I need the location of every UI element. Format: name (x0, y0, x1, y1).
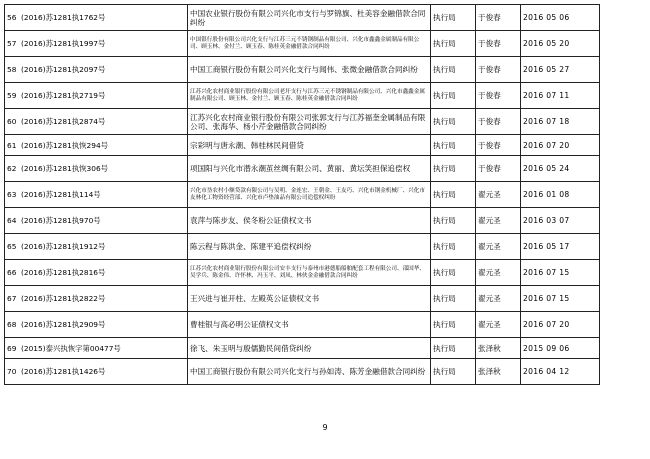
filing-date: 2016 07 11 (521, 83, 600, 109)
case-cause: 江苏兴化农村商业银行股份有限公司老圩支行与江苏三元不锈钢制品有限公司、兴化市鑫鑫金属制品有限公司、顾玉林、金付兰、顾玉春、陈桂英金融借款合同纠纷 (188, 83, 431, 109)
case-cell (5, 260, 188, 286)
case-cell (5, 83, 188, 109)
row-number: 61 (7, 140, 17, 150)
case-cause: 徐飞、朱玉明与殷儒勤民间借贷纠纷 (188, 338, 431, 359)
row-number: 69 (7, 343, 17, 353)
row-number: 68 (7, 320, 17, 329)
department: 执行局 (431, 359, 476, 385)
case-cause: 江苏兴化农村商业银行股份有限公司安丰支行与泰州市港德船船舶配套工程有限公司、邵国华、吴学兵、陈金伟、许怀林、冯玉平、刘凤、林伙金金融借款合同纠纷 (188, 260, 431, 286)
table-row (5, 31, 600, 57)
judge-name: 翟元圣 (476, 286, 521, 312)
department: 执行局 (431, 109, 476, 135)
filing-date: 2016 07 15 (521, 260, 600, 286)
table-row (5, 135, 600, 156)
table-row (5, 109, 600, 135)
case-cell (5, 57, 188, 83)
case-cell (5, 286, 188, 312)
row-number: 58 (7, 65, 17, 74)
table-row (5, 83, 600, 109)
judge-name: 于俊春 (476, 109, 521, 135)
case-number: (2016)苏1281执2816号 (21, 268, 106, 277)
table-row (5, 338, 600, 359)
case-cell (5, 359, 188, 385)
department: 执行局 (431, 208, 476, 234)
case-number: (2015)泰兴执恢字第00477号 (21, 343, 121, 353)
department: 执行局 (431, 83, 476, 109)
case-cause: 项国阳与兴化市潜永潮茧丝绸有限公司、黄丽、黄坛笑担保追偿权 (188, 156, 431, 182)
case-cause: 兴化市垦农村小额贷款有限公司与吴明、金连宏、王朝金、王友巧、兴化市钢金机械厂、兴化市友林化工物资经营部、兴化市卢垫油品有限公司追偿权纠纷 (188, 182, 431, 208)
department: 执行局 (431, 234, 476, 260)
row-number: 66 (7, 268, 17, 277)
case-list-table (4, 4, 600, 385)
case-number: (2016)苏1281执1912号 (21, 242, 106, 251)
case-cause: 江苏兴化农村商业银行股份有限公司张郭支行与江苏福奎金属制品有限公司、张海华、杨小芹金融借款合同纠纷 (188, 109, 431, 135)
table-row (5, 5, 600, 31)
case-cause: 袁萍与陈步友、侯冬粉公证债权文书 (188, 208, 431, 234)
table-row (5, 286, 600, 312)
table-row (5, 208, 600, 234)
judge-name: 翟元圣 (476, 234, 521, 260)
case-number: (2016)苏1281执恢294号 (21, 140, 109, 150)
case-list-body (5, 5, 600, 385)
row-number: 59 (7, 91, 17, 100)
judge-name: 张泽秋 (476, 338, 521, 359)
case-cause: 中国工商银行股份有限公司兴化支行与闻伟、张微金融借款合同纠纷 (188, 57, 431, 83)
judge-name: 于俊春 (476, 156, 521, 182)
filing-date: 2016 04 12 (521, 359, 600, 385)
case-cause: 中国农业银行股份有限公司兴化市支行与罗锦旗、杜美容金融借款合同纠纷 (188, 5, 431, 31)
department: 执行局 (431, 338, 476, 359)
department: 执行局 (431, 182, 476, 208)
case-number: (2016)苏1281执970号 (21, 216, 101, 225)
case-cell (5, 31, 188, 57)
case-cell (5, 182, 188, 208)
judge-name: 翟元圣 (476, 260, 521, 286)
judge-name: 于俊春 (476, 135, 521, 156)
case-cause: 王兴进与崔开柱、左殿英公证债权文书 (188, 286, 431, 312)
row-number: 65 (7, 242, 17, 251)
department: 执行局 (431, 5, 476, 31)
department: 执行局 (431, 156, 476, 182)
case-cell (5, 156, 188, 182)
row-number: 56 (7, 13, 17, 22)
case-cause: 曹桂银与高必明公证债权文书 (188, 312, 431, 338)
row-number: 57 (7, 39, 17, 48)
case-cause: 宗彩明与唐永潮、韩桂林民间借贷 (188, 135, 431, 156)
department: 执行局 (431, 286, 476, 312)
department: 执行局 (431, 260, 476, 286)
row-number: 60 (7, 117, 17, 126)
case-number: (2016)苏1281执1997号 (21, 39, 106, 48)
judge-name: 于俊春 (476, 31, 521, 57)
row-number: 62 (7, 164, 17, 173)
filing-date: 2015 09 06 (521, 338, 600, 359)
case-cell (5, 5, 188, 31)
case-number: (2016)苏1281执114号 (21, 190, 101, 199)
judge-name: 于俊春 (476, 83, 521, 109)
department: 执行局 (431, 57, 476, 83)
row-number: 70 (7, 367, 17, 376)
case-number: (2016)苏1281执2822号 (21, 294, 106, 303)
filing-date: 2016 07 18 (521, 109, 600, 135)
table-row (5, 182, 600, 208)
case-number: (2016)苏1281执1426号 (21, 367, 106, 376)
case-cell (5, 234, 188, 260)
table-row (5, 234, 600, 260)
row-number: 67 (7, 294, 17, 303)
case-cell (5, 312, 188, 338)
case-cell (5, 208, 188, 234)
filing-date: 2016 05 24 (521, 156, 600, 182)
filing-date: 2016 07 20 (521, 135, 600, 156)
table-row (5, 57, 600, 83)
judge-name: 于俊春 (476, 57, 521, 83)
case-cause: 陈云程与陈洪金、陈建平追偿权纠纷 (188, 234, 431, 260)
case-cause: 中国银行股份有限公司兴化支行与江苏三元不锈钢制品有限公司、兴化市鑫鑫金属制品有限公司、顾玉林、金付兰、顾玉春、陈桂英金融借款合同纠纷 (188, 31, 431, 57)
filing-date: 2016 03 07 (521, 208, 600, 234)
filing-date: 2016 05 27 (521, 57, 600, 83)
case-number: (2016)苏1281执恢306号 (21, 164, 109, 173)
judge-name: 于俊春 (476, 5, 521, 31)
judge-name: 翟元圣 (476, 312, 521, 338)
filing-date: 2016 05 17 (521, 234, 600, 260)
department: 执行局 (431, 312, 476, 338)
filing-date: 2016 07 15 (521, 286, 600, 312)
row-number: 64 (7, 216, 17, 225)
case-cell (5, 109, 188, 135)
page-number: 9 (322, 423, 328, 432)
judge-name: 张泽秋 (476, 359, 521, 385)
judge-name: 翟元圣 (476, 182, 521, 208)
table-row (5, 260, 600, 286)
filing-date: 2016 05 20 (521, 31, 600, 57)
table-row (5, 312, 600, 338)
table-row (5, 359, 600, 385)
case-number: (2016)苏1281执2909号 (21, 320, 106, 329)
case-number: (2016)苏1281执1762号 (21, 13, 106, 22)
case-number: (2016)苏1281执2874号 (21, 117, 106, 126)
case-number: (2016)苏1281执2719号 (21, 91, 106, 100)
judge-name: 翟元圣 (476, 208, 521, 234)
case-number: (2016)苏1281执2097号 (21, 65, 106, 74)
filing-date: 2016 05 06 (521, 5, 600, 31)
case-cause: 中国工商银行股份有限公司兴化支行与孙如涛、陈芳金融借款合同纠纷 (188, 359, 431, 385)
case-cell (5, 338, 188, 359)
row-number: 63 (7, 190, 17, 199)
filing-date: 2016 07 20 (521, 312, 600, 338)
table-row (5, 156, 600, 182)
case-cell (5, 135, 188, 156)
filing-date: 2016 01 08 (521, 182, 600, 208)
department: 执行局 (431, 31, 476, 57)
department: 执行局 (431, 135, 476, 156)
